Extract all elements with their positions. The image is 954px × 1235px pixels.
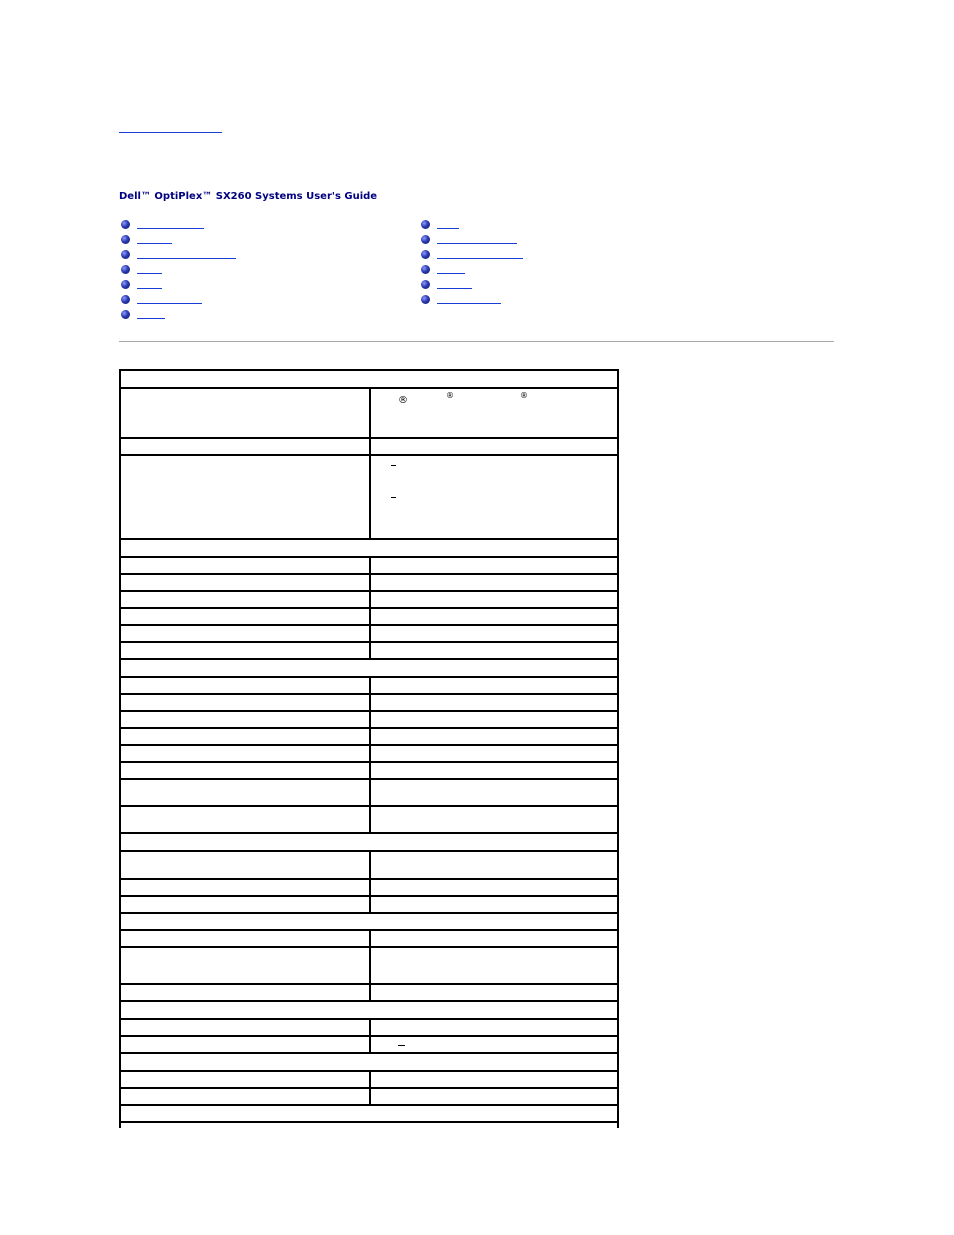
table-row [121, 780, 617, 807]
back-to-contents-link[interactable] [119, 122, 222, 133]
toc-link[interactable] [437, 248, 523, 259]
section-divider [119, 341, 834, 342]
bullet-icon [121, 280, 130, 289]
table-row [121, 897, 617, 914]
table-row [121, 626, 617, 643]
bullet-icon [121, 310, 130, 319]
bullet-icon [421, 295, 430, 304]
table-row [121, 609, 617, 626]
table-section-header [121, 914, 617, 931]
table-row [121, 880, 617, 897]
specifications-table [119, 369, 619, 1128]
table-row [121, 763, 617, 780]
toc-link[interactable] [437, 233, 517, 244]
table-row [121, 852, 617, 880]
table-row [121, 558, 617, 575]
table-row [121, 643, 617, 660]
page-title: Dell™ OptiPlex™ SX260 Systems User's Guide [119, 191, 378, 202]
bullet-icon [121, 250, 130, 259]
table-section-header [121, 540, 617, 558]
toc-link[interactable] [137, 248, 236, 259]
table-row [121, 456, 617, 540]
toc-link[interactable] [137, 278, 162, 289]
table-row [121, 695, 617, 712]
bullet-icon [121, 220, 130, 229]
footnote-mark [391, 465, 396, 466]
toc-link[interactable] [137, 308, 165, 319]
table-row [121, 439, 617, 456]
table-section-header [121, 660, 617, 678]
toc-link[interactable] [137, 218, 204, 229]
registered-mark: ® [446, 391, 454, 400]
table-section-header [121, 1002, 617, 1020]
bullet-icon [121, 295, 130, 304]
table-row [121, 746, 617, 763]
bullet-icon [421, 235, 430, 244]
toc-link[interactable] [437, 218, 459, 229]
table-row [121, 1089, 617, 1106]
table-row [121, 712, 617, 729]
table-section-header [121, 371, 617, 389]
toc-link[interactable] [137, 293, 202, 304]
table-row [121, 948, 617, 985]
bullet-icon [421, 265, 430, 274]
table-row [121, 678, 617, 695]
table-section-header [121, 1106, 617, 1123]
registered-mark: ® [398, 395, 408, 406]
footnote-mark [391, 497, 396, 498]
table-row [121, 807, 617, 834]
table-row [121, 575, 617, 592]
table-section-header [121, 1054, 617, 1072]
table-row [121, 1020, 617, 1037]
table-row-partial [121, 1123, 617, 1128]
table-row [121, 985, 617, 1002]
table-row [121, 729, 617, 746]
bullet-icon [421, 280, 430, 289]
table-section-header [121, 834, 617, 852]
toc-link[interactable] [437, 263, 465, 274]
toc-link[interactable] [437, 278, 472, 289]
table-row [121, 389, 617, 439]
table-row [121, 931, 617, 948]
bullet-icon [121, 265, 130, 274]
table-row [121, 592, 617, 609]
registered-mark: ® [520, 391, 528, 400]
toc-link[interactable] [137, 263, 162, 274]
toc-link[interactable] [437, 293, 501, 304]
toc-link[interactable] [137, 233, 172, 244]
bullet-icon [421, 220, 430, 229]
table-row [121, 1072, 617, 1089]
footnote-mark [398, 1045, 405, 1046]
bullet-icon [121, 235, 130, 244]
bullet-icon [421, 250, 430, 259]
table-row [121, 1037, 617, 1054]
